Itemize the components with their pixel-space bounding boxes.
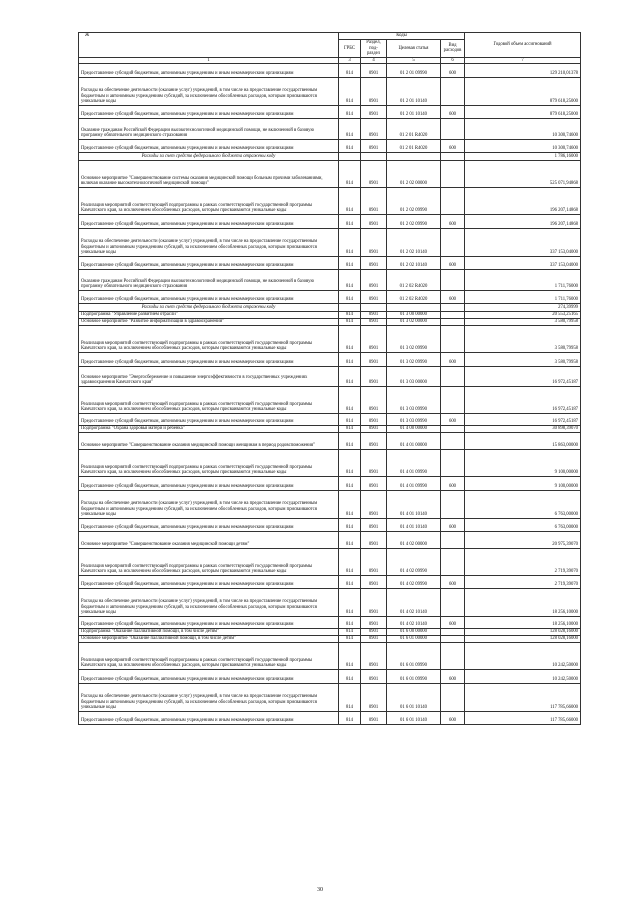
amount-cell: 20 975,39070 — [465, 531, 581, 548]
description-cell: Предоставление субсидий бюджетным, автономным учреждениям и иным некоммерческим организациям — [79, 139, 339, 152]
table-row — [79, 105, 581, 118]
amount-cell: 337 153,04000 — [465, 228, 581, 256]
target-cell: 01 4 01 10140 — [387, 490, 441, 518]
target-cell: 01 4 00 00000 — [387, 425, 441, 432]
target-cell: 01 2 01 10140 — [387, 77, 441, 105]
amount-cell: 196 207,14868 — [465, 187, 581, 214]
target-cell: 01 6 01 10140 — [387, 683, 441, 711]
target-cell: 01 6 01 09990 — [387, 669, 441, 683]
description-cell: Предоставление субсидий бюджетным, автономным учреждениям и иным некоммерческим организациям — [79, 256, 339, 269]
exptype-cell — [441, 425, 465, 432]
amount-cell: 3 580,79958 — [465, 318, 581, 325]
grbs-cell: 814 — [339, 139, 361, 152]
description-cell: Предоставление субсидий бюджетным, автономным учреждениям и иным некоммерческим организациям — [79, 669, 339, 683]
exptype-cell: 600 — [441, 711, 465, 724]
section-cell: 0901 — [361, 256, 387, 269]
table-row — [79, 160, 581, 187]
description-cell: Оказание гражданам Российской Федерации высокотехнологичной медицинской помощи, не включенной в базовую программу обязательного медицинского страхования — [79, 118, 339, 139]
table-row — [79, 311, 581, 318]
target-cell: 01 3 03 09990 — [387, 413, 441, 425]
target-cell: 01 4 01 09990 — [387, 449, 441, 476]
grbs-cell: 814 — [339, 77, 361, 105]
grbs-cell: 814 — [339, 413, 361, 425]
grbs-cell: 814 — [339, 269, 361, 290]
description-cell: Подпрограмма "Охрана здоровья матери и ребенка" — [79, 425, 339, 432]
exptype-cell: 600 — [441, 476, 465, 490]
target-cell: 01 4 02 10140 — [387, 588, 441, 616]
table-row — [79, 352, 581, 366]
table-row — [79, 635, 581, 642]
federal-note-text: Расходы за счет средств федерального бюджета отражены коду — [79, 303, 339, 311]
table-row — [79, 628, 581, 635]
grbs-cell: 814 — [339, 290, 361, 303]
amount-cell: 1 711,76000 — [465, 290, 581, 303]
table-row — [79, 256, 581, 269]
exptype-cell — [441, 548, 465, 575]
exptype-cell — [441, 118, 465, 139]
name-column-header — [79, 33, 339, 58]
exptype-cell: 600 — [441, 290, 465, 303]
section-cell: 0901 — [361, 63, 387, 77]
exptype-cell — [441, 318, 465, 325]
empty-cell — [441, 303, 465, 311]
amount-cell: 128 028,16000 — [465, 635, 581, 642]
exptype-cell — [441, 269, 465, 290]
target-cell: 01 2 02 10140 — [387, 228, 441, 256]
empty-cell — [441, 152, 465, 160]
target-cell: 01 6 01 00000 — [387, 635, 441, 642]
description-cell: Предоставление субсидий бюджетным, автономным учреждениям и иным некоммерческим организациям — [79, 290, 339, 303]
section-cell: 0901 — [361, 228, 387, 256]
corner-label: Ж — [85, 33, 90, 38]
table-row — [79, 318, 581, 325]
amount-cell: 30 898,39070 — [465, 425, 581, 432]
section-cell: 0901 — [361, 77, 387, 105]
table-row — [79, 214, 581, 228]
description-cell: Расходы на обеспечение деятельности (оказание услуг) учреждений, в том числе на предоставление государственным бюджетным и автономным учреждениям субсидий, за исключением обособленных расходов, которым присваиваются уникальные коды — [79, 490, 339, 518]
exptype-cell: 600 — [441, 63, 465, 77]
amount-cell: 15 863,00000 — [465, 432, 581, 449]
grbs-cell: 814 — [339, 628, 361, 635]
amount-cell: 879 618,25000 — [465, 77, 581, 105]
amount-cell: 18 256,10000 — [465, 588, 581, 616]
section-cell: 0901 — [361, 139, 387, 152]
amount-cell: 20 553,25165 — [465, 311, 581, 318]
section-cell: 0901 — [361, 642, 387, 669]
table-row — [79, 669, 581, 683]
description-cell: Реализация мероприятий соответствующей подпрограммы в рамках соответствующей государственной программы Камчатского края, за исключением обособленных расходов, которым присваиваются уникальные коды — [79, 642, 339, 669]
exptype-cell: 600 — [441, 616, 465, 628]
description-cell: Основное мероприятие "Совершенствование оказания медицинской помощи женщинам в период родовспоможения" — [79, 432, 339, 449]
table-row — [79, 642, 581, 669]
amount-cell: 1 786,16000 — [465, 152, 581, 160]
grbs-cell: 814 — [339, 118, 361, 139]
description-cell: Расходы на обеспечение деятельности (оказание услуг) учреждений, в том числе на предоставление государственным бюджетным и автономным учреждениям субсидий, за исключением обособленных расходов, которым присваиваются уникальные коды — [79, 683, 339, 711]
table-row — [79, 490, 581, 518]
amount-cell: 6 763,00000 — [465, 518, 581, 531]
section-cell: 0901 — [361, 616, 387, 628]
empty-cell — [361, 152, 387, 160]
grbs-cell: 814 — [339, 318, 361, 325]
exptype-cell: 600 — [441, 575, 465, 588]
section-cell: 0901 — [361, 575, 387, 588]
page-number: 30 — [317, 887, 323, 893]
exptype-cell — [441, 187, 465, 214]
target-cell: 01 6 01 09990 — [387, 642, 441, 669]
section-cell: 0901 — [361, 105, 387, 118]
budget-rows — [79, 63, 581, 724]
column-number: 3 — [339, 57, 361, 63]
section-cell: 0901 — [361, 588, 387, 616]
amount-cell: 3 580,79958 — [465, 325, 581, 352]
description-cell: Основное мероприятие "Энергосбережение и повышение энергоэффективности в государственных учреждениях здравоохранения Камчатского края" — [79, 366, 339, 386]
amount-cell: 196 207,14868 — [465, 214, 581, 228]
exptype-cell: 600 — [441, 105, 465, 118]
grbs-cell: 814 — [339, 63, 361, 77]
target-cell: 01 2 02 09990 — [387, 187, 441, 214]
grbs-cell: 814 — [339, 669, 361, 683]
table-row — [79, 290, 581, 303]
grbs-cell: 814 — [339, 386, 361, 413]
exptype-cell — [441, 588, 465, 616]
description-cell: Реализация мероприятий соответствующей подпрограммы в рамках соответствующей государственной программы Камчатского края, за исключением обособленных расходов, которым присваиваются уникальные коды — [79, 548, 339, 575]
target-cell: 01 2 02 R4020 — [387, 269, 441, 290]
amount-cell: 117 785,66000 — [465, 683, 581, 711]
section-cell: 0901 — [361, 449, 387, 476]
empty-cell — [339, 152, 361, 160]
empty-cell — [339, 303, 361, 311]
exptype-cell — [441, 366, 465, 386]
exptype-cell — [441, 325, 465, 352]
amount-cell: 18 256,10000 — [465, 616, 581, 628]
grbs-cell: 814 — [339, 588, 361, 616]
table-row — [79, 616, 581, 628]
table-row — [79, 63, 581, 77]
grbs-cell: 814 — [339, 449, 361, 476]
section-cell: 0901 — [361, 425, 387, 432]
amount-cell: 10 242,50000 — [465, 669, 581, 683]
grbs-cell: 814 — [339, 214, 361, 228]
table-row — [79, 77, 581, 105]
table-row — [79, 575, 581, 588]
section-cell: 0901 — [361, 490, 387, 518]
section-cell: 0901 — [361, 669, 387, 683]
table-row — [79, 548, 581, 575]
table-row — [79, 386, 581, 413]
description-cell: Расходы на обеспечение деятельности (оказание услуг) учреждений, в том числе на предоставление государственным бюджетным и автономным учреждениям субсидий, за исключением обособленных расходов, которым присваиваются уникальные коды — [79, 588, 339, 616]
section-header: Раздел, под-раздел — [361, 40, 387, 58]
section-cell: 0901 — [361, 413, 387, 425]
section-cell: 0901 — [361, 290, 387, 303]
amount-cell: 10 300,74600 — [465, 118, 581, 139]
table-row — [79, 476, 581, 490]
table-row — [79, 518, 581, 531]
table-row — [79, 187, 581, 214]
grbs-cell: 814 — [339, 476, 361, 490]
description-cell: Предоставление субсидий бюджетным, автономным учреждениям и иным некоммерческим организациям — [79, 413, 339, 425]
grbs-header: ГРБС — [339, 40, 361, 58]
section-cell: 0901 — [361, 311, 387, 318]
target-cell: 01 3 03 00000 — [387, 366, 441, 386]
empty-cell — [387, 303, 441, 311]
grbs-cell: 814 — [339, 105, 361, 118]
grbs-cell: 814 — [339, 325, 361, 352]
grbs-cell: 814 — [339, 352, 361, 366]
section-cell: 0901 — [361, 366, 387, 386]
description-cell: Предоставление субсидий бюджетным, автономным учреждениям и иным некоммерческим организациям — [79, 518, 339, 531]
table-row — [79, 366, 581, 386]
amount-cell: 129 210,01378 — [465, 63, 581, 77]
target-cell: 01 2 01 R4020 — [387, 118, 441, 139]
grbs-cell: 814 — [339, 256, 361, 269]
description-cell: Основное мероприятие "Развитие информатизации в здравоохранении" — [79, 318, 339, 325]
description-cell: Основное мероприятие "Оказание паллиативной помощи, в том числе детям" — [79, 635, 339, 642]
amount-cell: 1 711,76000 — [465, 269, 581, 290]
exptype-header: Вид расходов — [441, 40, 465, 58]
grbs-cell: 814 — [339, 531, 361, 548]
target-cell: 01 4 02 09990 — [387, 575, 441, 588]
section-cell: 0901 — [361, 325, 387, 352]
budget-sheet — [78, 32, 580, 725]
table-row — [79, 118, 581, 139]
table-row — [79, 449, 581, 476]
description-cell: Предоставление субсидий бюджетным, автономным учреждениям и иным некоммерческим организациям — [79, 711, 339, 724]
section-cell: 0901 — [361, 160, 387, 187]
section-cell: 0901 — [361, 118, 387, 139]
amount-cell: 2 719,39070 — [465, 548, 581, 575]
table-row — [79, 425, 581, 432]
target-cell: 01 2 02 R4020 — [387, 290, 441, 303]
amount-cell: 16 972,45187 — [465, 413, 581, 425]
exptype-cell: 600 — [441, 669, 465, 683]
table-row — [79, 228, 581, 256]
target-cell: 01 4 02 00000 — [387, 531, 441, 548]
exptype-cell — [441, 490, 465, 518]
section-cell: 0901 — [361, 635, 387, 642]
grbs-cell: 814 — [339, 228, 361, 256]
column-number: 4 — [361, 57, 387, 63]
exptype-cell: 600 — [441, 214, 465, 228]
target-cell: 01 2 01 09990 — [387, 63, 441, 77]
description-cell: Реализация мероприятий соответствующей подпрограммы в рамках соответствующей государственной программы Камчатского края, за исключением обособленных расходов, которым присваиваются уникальные коды — [79, 187, 339, 214]
grbs-cell: 814 — [339, 490, 361, 518]
target-cell: 01 6 01 10140 — [387, 711, 441, 724]
exptype-cell — [441, 432, 465, 449]
description-cell: Основное мероприятие "Совершенствование оказания медицинской помощи детям" — [79, 531, 339, 548]
amount-cell: 879 618,25000 — [465, 105, 581, 118]
column-number: 5 — [387, 57, 441, 63]
section-cell: 0901 — [361, 548, 387, 575]
target-cell: 01 2 02 00000 — [387, 160, 441, 187]
description-cell: Предоставление субсидий бюджетным, автономным учреждениям и иным некоммерческим организациям — [79, 63, 339, 77]
target-header: Целевая статья — [387, 40, 441, 58]
exptype-cell — [441, 77, 465, 105]
amount-cell: 9 100,00000 — [465, 476, 581, 490]
exptype-cell — [441, 531, 465, 548]
section-cell: 0901 — [361, 628, 387, 635]
federal-note-row — [79, 152, 581, 160]
section-cell: 0901 — [361, 269, 387, 290]
description-cell: Предоставление субсидий бюджетным, автономным учреждениям и иным некоммерческим организациям — [79, 575, 339, 588]
table-row — [79, 269, 581, 290]
amount-cell: 3 580,79958 — [465, 352, 581, 366]
exptype-cell — [441, 449, 465, 476]
exptype-cell — [441, 628, 465, 635]
target-cell: 01 3 02 09990 — [387, 325, 441, 352]
section-cell: 0901 — [361, 518, 387, 531]
description-cell: Реализация мероприятий соответствующей подпрограммы в рамках соответствующей государственной программы Камчатского края, за исключением обособленных расходов, которым присваиваются уникальные коды — [79, 449, 339, 476]
grbs-cell: 814 — [339, 635, 361, 642]
target-cell: 01 3 00 00000 — [387, 311, 441, 318]
grbs-cell: 814 — [339, 518, 361, 531]
empty-cell — [361, 303, 387, 311]
target-cell: 01 3 02 09990 — [387, 352, 441, 366]
grbs-cell: 814 — [339, 432, 361, 449]
section-cell: 0901 — [361, 214, 387, 228]
exptype-cell — [441, 228, 465, 256]
section-cell: 0901 — [361, 352, 387, 366]
target-cell: 01 4 01 09990 — [387, 476, 441, 490]
grbs-cell: 814 — [339, 683, 361, 711]
description-cell: Расходы на обеспечение деятельности (оказание услуг) учреждений, в том числе на предоставление государственным бюджетным и автономным учреждениям субсидий, за исключением обособленных расходов, которым присваиваются уникальные коды — [79, 77, 339, 105]
amount-cell: 525 071,94868 — [465, 160, 581, 187]
empty-cell — [387, 152, 441, 160]
section-cell: 0901 — [361, 432, 387, 449]
amount-cell: 274,39999 — [465, 303, 581, 311]
exptype-cell: 600 — [441, 352, 465, 366]
amount-header: Годовой объем ассигнований — [465, 33, 581, 58]
exptype-cell — [441, 642, 465, 669]
amount-cell: 6 763,00000 — [465, 490, 581, 518]
description-cell: Предоставление субсидий бюджетным, автономным учреждениям и иным некоммерческим организациям — [79, 214, 339, 228]
grbs-cell: 814 — [339, 425, 361, 432]
table-row — [79, 139, 581, 152]
target-cell: 01 3 03 09990 — [387, 386, 441, 413]
exptype-cell: 600 — [441, 256, 465, 269]
section-cell: 0901 — [361, 531, 387, 548]
amount-cell: 117 785,66000 — [465, 711, 581, 724]
exptype-cell: 600 — [441, 413, 465, 425]
target-cell: 01 4 01 00000 — [387, 432, 441, 449]
column-number: 6 — [441, 57, 465, 63]
grbs-cell: 814 — [339, 642, 361, 669]
target-cell: 01 2 01 10140 — [387, 105, 441, 118]
description-cell: Оказание гражданам Российской Федерации высокотехнологичной медицинской помощи, не включенной в базовую программу обязательного медицинского страхования — [79, 269, 339, 290]
section-cell: 0901 — [361, 711, 387, 724]
table-row — [79, 683, 581, 711]
description-cell: Основное мероприятие "Совершенствование системы оказания медицинской помощи больным прочими заболеваниями, включая оказание высокотехнологичной медицинской помощи" — [79, 160, 339, 187]
exptype-cell: 600 — [441, 518, 465, 531]
amount-cell: 10 300,74600 — [465, 139, 581, 152]
amount-cell: 16 972,45187 — [465, 366, 581, 386]
description-cell: Предоставление субсидий бюджетным, автономным учреждениям и иным некоммерческим организациям — [79, 616, 339, 628]
grbs-cell: 814 — [339, 711, 361, 724]
description-cell: Подпрограмма "Оказание паллиативной помощи, в том числе детям" — [79, 628, 339, 635]
description-cell: Подпрограмма "Управление развитием отрасли" — [79, 311, 339, 318]
amount-cell: 10 242,50000 — [465, 642, 581, 669]
amount-cell: 16 972,45187 — [465, 386, 581, 413]
grbs-cell: 814 — [339, 575, 361, 588]
column-number: 7 — [465, 57, 581, 63]
grbs-cell: 814 — [339, 548, 361, 575]
amount-cell: 2 719,39070 — [465, 575, 581, 588]
target-cell: 01 4 01 10140 — [387, 518, 441, 531]
table-row — [79, 325, 581, 352]
section-cell: 0901 — [361, 476, 387, 490]
target-cell: 01 2 01 R4020 — [387, 139, 441, 152]
grbs-cell: 814 — [339, 187, 361, 214]
section-cell: 0901 — [361, 187, 387, 214]
description-cell: Предоставление субсидий бюджетным, автономным учреждениям и иным некоммерческим организациям — [79, 476, 339, 490]
codes-header: Коды — [339, 33, 465, 40]
budget-table — [78, 32, 581, 725]
target-cell: 01 4 02 09990 — [387, 548, 441, 575]
section-cell: 0901 — [361, 318, 387, 325]
table-row — [79, 588, 581, 616]
description-cell: Реализация мероприятий соответствующей подпрограммы в рамках соответствующей государственной программы Камчатского края, за исключением обособленных расходов, которым присваиваются уникальные коды — [79, 386, 339, 413]
section-cell: 0901 — [361, 683, 387, 711]
amount-cell: 9 100,00000 — [465, 449, 581, 476]
table-row — [79, 711, 581, 724]
federal-note-row — [79, 303, 581, 311]
table-row — [79, 531, 581, 548]
target-cell: 01 3 02 00000 — [387, 318, 441, 325]
column-number: 1 — [79, 57, 339, 63]
description-cell: Предоставление субсидий бюджетным, автономным учреждениям и иным некоммерческим организациям — [79, 105, 339, 118]
description-cell: Предоставление субсидий бюджетным, автономным учреждениям и иным некоммерческим организациям — [79, 352, 339, 366]
exptype-cell — [441, 635, 465, 642]
description-cell: Расходы на обеспечение деятельности (оказание услуг) учреждений, в том числе на предоставление государственным бюджетным и автономным учреждениям субсидий, за исключением обособленных расходов, которым присваиваются уникальные коды — [79, 228, 339, 256]
target-cell: 01 2 02 09990 — [387, 214, 441, 228]
grbs-cell: 814 — [339, 616, 361, 628]
target-cell: 01 4 02 10140 — [387, 616, 441, 628]
table-row — [79, 413, 581, 425]
grbs-cell: 814 — [339, 160, 361, 187]
table-row — [79, 432, 581, 449]
description-cell: Реализация мероприятий соответствующей подпрограммы в рамках соответствующей государственной программы Камчатского края, за исключением обособленных расходов, которым присваиваются уникальные коды — [79, 325, 339, 352]
exptype-cell — [441, 683, 465, 711]
grbs-cell: 814 — [339, 366, 361, 386]
exptype-cell — [441, 386, 465, 413]
federal-note-text: Расходы за счет средств федерального бюджета отражены коду — [79, 152, 339, 160]
grbs-cell: 814 — [339, 311, 361, 318]
target-cell: 01 6 00 00000 — [387, 628, 441, 635]
amount-cell: 128 028,16000 — [465, 628, 581, 635]
amount-cell: 337 153,04000 — [465, 256, 581, 269]
exptype-cell — [441, 160, 465, 187]
exptype-cell — [441, 311, 465, 318]
exptype-cell: 600 — [441, 139, 465, 152]
target-cell: 01 2 02 10140 — [387, 256, 441, 269]
section-cell: 0901 — [361, 386, 387, 413]
